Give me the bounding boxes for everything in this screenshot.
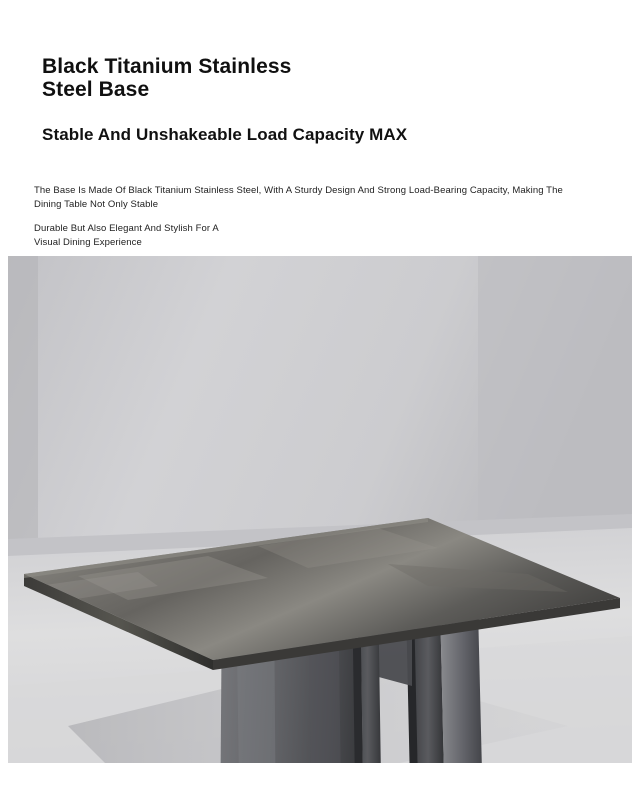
- page-title: [42, 56, 442, 101]
- description-paragraph-2-line-1: Durable But Also Elegant And Stylish For A: [34, 223, 219, 234]
- description-paragraph-2: [34, 222, 454, 250]
- page-title-line-2: Steel Base: [42, 77, 150, 101]
- page-subtitle: Stable And Unshakeable Load Capacity MAX: [42, 125, 408, 144]
- dining-table-photo: [8, 256, 632, 763]
- description-paragraph-2-line-2: Visual Dining Experience: [34, 236, 142, 248]
- description-paragraph-1: The Base Is Made Of Black Titanium Stainless Steel, With A Sturdy Design And Strong Load-Bearing Capacity, Making The Dining Table Not Only Stable: [34, 185, 563, 210]
- page-title-line-1: Black Titanium Stainless: [42, 55, 292, 78]
